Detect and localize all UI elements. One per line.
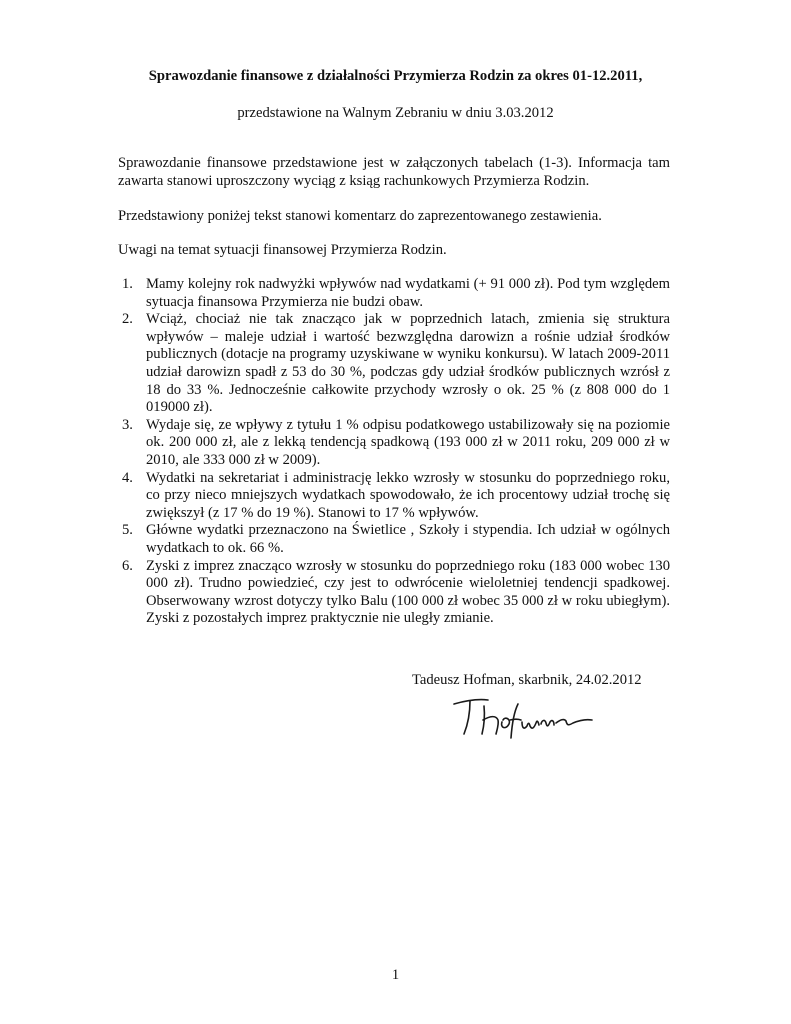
remarks-heading: Uwagi na temat sytuacji finansowej Przymierza Rodzin. (118, 242, 447, 258)
commentary-paragraph: Przedstawiony poniżej tekst stanowi komentarz do zaprezentowanego zestawienia. (118, 208, 602, 224)
list-item-text: Wciąż, chociaż nie tak znacząco jak w poprzednich latach, zmienia się struktura wpływów – maleje udział i wartość bezwzględna darowizn a rośnie udział środków publicznych (dotacje na programy uzyskiwane w wyniku konkursu). W latach 2009-2011 udział darowizn spadł z 53 do 30 %, podczas gdy udział środków publicznych wzrósł z 18 do 33 %. Jednocześnie całkowite przychody wzrosły o ok. 25 % (z 808 000 do 1 019000 zł). (146, 311, 670, 416)
list-item (118, 276, 670, 311)
list-item (118, 311, 670, 417)
list-item-text: Zyski z imprez znacząco wzrosły w stosunku do poprzedniego roku (183 000 wobec 130 000 zł). Trudno powiedzieć, czy jest to odwrócenie wieloletniej tendencji spadkowej. Obserwowany wzrost dotyczy tylko Balu (100 000 zł wobec 35 000 zł w roku ubiegłym). Zyski z pozostałych imprez praktycznie nie uległy zmianie. (146, 557, 670, 627)
document-subtitle: przedstawione na Walnym Zebraniu w dniu 3.03.2012 (237, 105, 554, 121)
signature-line: Tadeusz Hofman, skarbnik, 24.02.2012 (412, 672, 642, 688)
list-item-number: 5. (122, 522, 133, 539)
intro-paragraph: Sprawozdanie finansowe przedstawione jest w załączonych tabelach (1-3). Informacja tam zawarta stanowi uproszczony wyciąg z ksiąg rachunkowych Przymierza Rodzin. (118, 155, 670, 189)
list-item (118, 522, 670, 557)
handwritten-signature (448, 690, 598, 742)
list-item-number: 2. (122, 311, 133, 328)
list-item-number: 4. (122, 469, 133, 486)
list-item-number: 6. (122, 557, 133, 574)
list-item-text: Wydaje się, ze wpływy z tytułu 1 % odpisu podatkowego ustabilizowały się na poziomie ok. 200 000 zł, ale z lekką tendencją spadkową (193 000 zł w 2011 roku, 209 000 zł w 2010, ale 333 000 zł w 2009). (146, 416, 670, 468)
remarks-list (118, 276, 670, 628)
list-item-text: Główne wydatki przeznaczono na Świetlice , Szkoły i stypendia. Ich udział w ogólnych wydatkach to ok. 66 %. (146, 522, 670, 556)
list-item-text: Mamy kolejny rok nadwyżki wpływów nad wydatkami (+ 91 000 zł). Pod tym względem sytuacja finansowa Przymierza nie budzi obaw. (146, 276, 670, 310)
list-item (118, 558, 670, 628)
document-title: Sprawozdanie finansowe z działalności Przymierza Rodzin za okres 01-12.2011, (148, 68, 643, 84)
list-item (118, 417, 670, 470)
list-item-text: Wydatki na sekretariat i administrację lekko wzrosły w stosunku do poprzedniego roku, co przy nieco mniejszych wydatkach spowodowało, że ich procentowy udział trochę się zwiększył (z 17 % do 19 %). Stanowi to 17 % wpływów. (146, 469, 670, 521)
list-item-number: 1. (122, 276, 133, 292)
page-number: 1 (391, 967, 400, 983)
list-item (118, 470, 670, 523)
list-item-number: 3. (122, 416, 133, 433)
